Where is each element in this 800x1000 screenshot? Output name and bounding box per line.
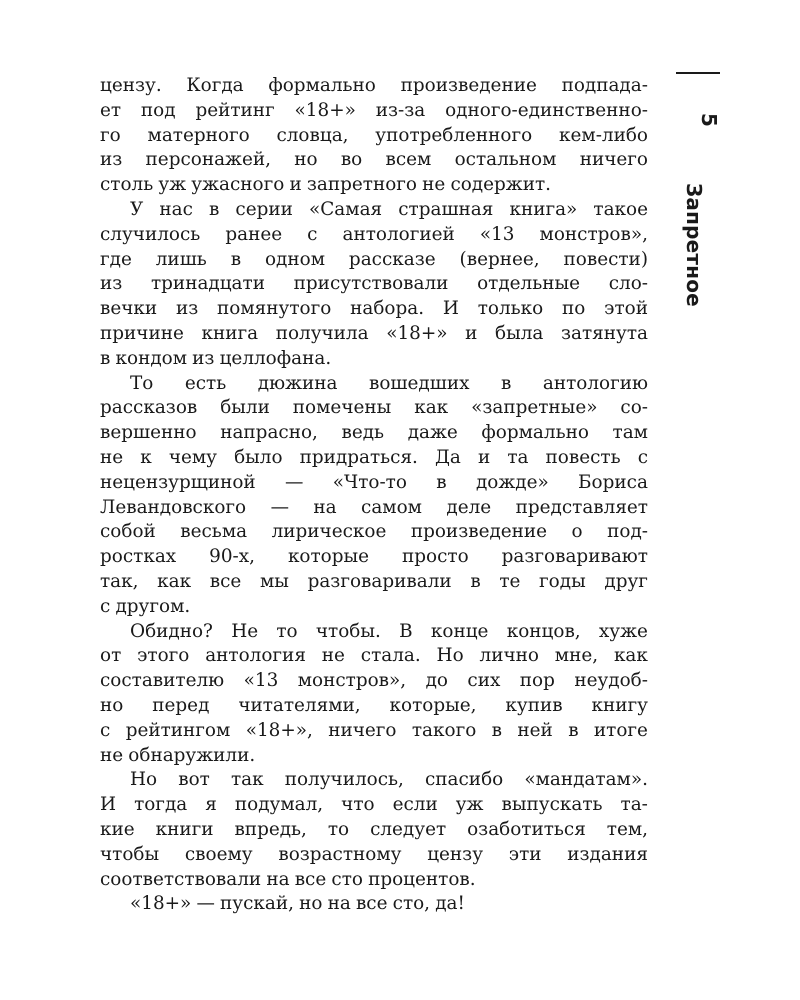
text-line: в кондом из целлофана. xyxy=(100,347,332,369)
side-rule xyxy=(676,72,720,74)
paragraph xyxy=(100,768,648,892)
text-line: случилось ранее с антологией «13 монстров», xyxy=(100,223,648,245)
text-line: «18+» — пускай, но на все сто, да! xyxy=(130,893,465,915)
text-line: Левандовского — на самом деле представляет xyxy=(100,496,648,518)
running-head: Запретное xyxy=(682,183,706,307)
text-line: И тогда я подумал, что если уж выпускать та- xyxy=(100,794,648,816)
text-line: кие книги впредь, то следует озаботиться тем, xyxy=(100,818,648,840)
paragraph xyxy=(100,620,648,769)
text-line: вечки из помянутого набора. И только по этой xyxy=(100,298,648,320)
text-line: не к чему было придраться. Да и та повесть с xyxy=(100,446,648,468)
text-line: от этого антология не стала. Но лично мне, как xyxy=(100,645,648,667)
text-line: ростках 90-х, которые просто разговаривают xyxy=(100,546,648,568)
page-number: 5 xyxy=(697,113,721,127)
text-line: То есть дюжина вошедших в антологию xyxy=(130,372,648,394)
text-line: соответствовали на все сто процентов. xyxy=(100,868,476,890)
text-line: причине книга получила «18+» и была затянута xyxy=(100,322,648,344)
paragraph xyxy=(100,74,648,198)
text-line: где лишь в одном рассказе (вернее, повести) xyxy=(100,248,648,270)
text-line: так, как все мы разговаривали в те годы друг xyxy=(100,570,648,592)
text-line: ет под рейтинг «18+» из-за одного-единственно- xyxy=(100,99,648,121)
text-line: из тринадцати присутствовали отдельные сло- xyxy=(100,273,648,295)
text-line: из персонажей, но во всем остальном ничего xyxy=(100,149,648,171)
text-line: не обнаружили. xyxy=(100,744,256,766)
text-line: Но вот так получилось, спасибо «мандатам». xyxy=(130,769,648,791)
paragraph xyxy=(100,198,648,372)
text-line: цензу. Когда формально произведение подпада- xyxy=(100,75,648,96)
text-line: собой весьма лирическое произведение о под- xyxy=(100,521,648,543)
text-line: У нас в серии «Самая страшная книга» такое xyxy=(130,198,648,220)
text-line: вершенно напрасно, ведь даже формально там xyxy=(100,422,648,444)
text-line: с другом. xyxy=(100,595,191,617)
text-line: но перед читателями, которые, купив книгу xyxy=(100,694,648,716)
text-line: Обидно? Не то чтобы. В конце концов, хуже xyxy=(130,620,648,642)
text-line: с рейтингом «18+», ничего такого в ней в итоге xyxy=(100,719,648,741)
text-line: составителю «13 монстров», до сих пор неудоб- xyxy=(100,670,648,692)
text-line: столь уж ужасного и запретного не содержит. xyxy=(100,174,551,196)
text-line: чтобы своему возрастному цензу эти издания xyxy=(100,843,648,865)
body-text xyxy=(100,74,648,917)
text-line: го матерного словца, употребленного кем-либо xyxy=(100,124,648,146)
text-line: нецензурщиной — «Что-то в дожде» Бориса xyxy=(100,471,648,493)
paragraph xyxy=(100,892,648,917)
text-line: рассказов были помечены как «запретные» со- xyxy=(100,397,648,419)
paragraph xyxy=(100,372,648,620)
